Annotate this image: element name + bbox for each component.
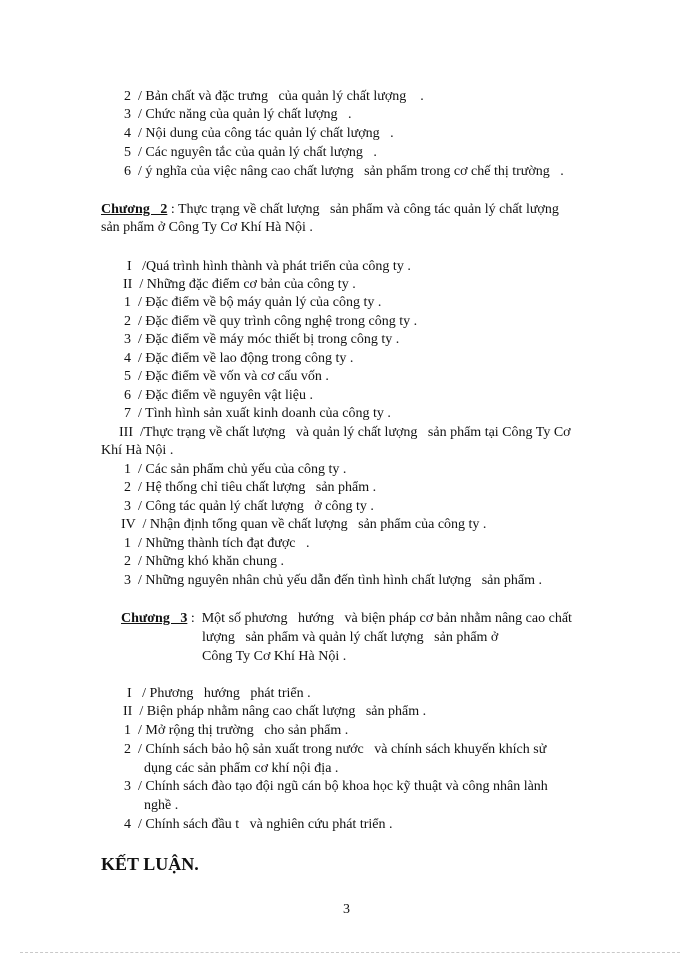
toc-item: 3 / Đặc điểm về máy móc thiết bị trong công ty . — [124, 332, 400, 347]
chapter-3-heading — [121, 610, 572, 628]
chapter-2-title: : Thực trạng về chất lượng sản phẩm và công tác quản lý chất lượng — [167, 202, 559, 217]
toc-item: 1 / Mở rộng thị trường cho sản phẩm . — [124, 723, 349, 738]
toc-item: 1 / Đặc điểm về bộ máy quản lý của công ty . — [124, 295, 382, 310]
toc-item: II / Những đặc điểm cơ bản của công ty . — [123, 277, 356, 292]
chapter-3-title: : Một số phương hướng và biện pháp cơ bản nhằm nâng cao chất — [187, 611, 572, 626]
toc-item: 4 / Chính sách đầu t và nghiên cứu phát triển . — [124, 817, 393, 832]
toc-item: 3 / Những nguyên nhân chủ yếu dẫn đến tình hình chất lượng sản phẩm . — [124, 573, 543, 588]
toc-item: 1 / Những thành tích đạt được . — [124, 536, 310, 551]
toc-item: 3 / Chính sách đào tạo đội ngũ cán bộ khoa học kỹ thuật và công nhân lành — [124, 779, 548, 794]
toc-item: I /Quá trình hình thành và phát triển của công ty . — [127, 259, 411, 274]
chapter-3-title-cont: Công Ty Cơ Khí Hà Nội . — [202, 649, 347, 664]
toc-item: I / Phương hướng phát triển . — [127, 686, 311, 701]
toc-item: 1 / Các sản phẩm chủ yếu của công ty . — [124, 462, 347, 477]
toc-item: 7 / Tình hình sản xuất kinh doanh của công ty . — [124, 406, 391, 421]
toc-item: 2 / Những khó khăn chung . — [124, 554, 285, 569]
chapter-3-label: Chương 3 — [121, 611, 188, 626]
toc-item: Khí Hà Nội . — [101, 443, 174, 458]
page-number: 3 — [343, 902, 350, 917]
chapter-2-label: Chương 2 — [101, 202, 168, 217]
chapter-3-title-cont: lượng sản phẩm và quản lý chất lượng sản phẩm ở — [202, 630, 499, 645]
toc-item: 4 / Đặc điểm về lao động trong công ty . — [124, 351, 354, 366]
toc-item: 6 / Đặc điểm về nguyên vật liệu . — [124, 388, 313, 403]
page-bottom-divider — [20, 952, 680, 953]
toc-item: IV / Nhận định tổng quan về chất lượng sản phẩm của công ty . — [121, 517, 487, 532]
chapter-2-title-cont: sản phẩm ở Công Ty Cơ Khí Hà Nội . — [101, 220, 313, 235]
toc-item: dụng các sản phẩm cơ khí nội địa . — [144, 761, 339, 776]
toc-item: 4 / Nội dung của công tác quản lý chất lượng . — [124, 126, 394, 141]
chapter-2-heading — [101, 201, 559, 219]
toc-item: nghề . — [144, 798, 179, 813]
toc-item: 5 / Đặc điểm về vốn và cơ cấu vốn . — [124, 369, 329, 384]
toc-item: 3 / Công tác quản lý chất lượng ở công ty . — [124, 499, 374, 514]
toc-item: II / Biện pháp nhằm nâng cao chất lượng sản phẩm . — [123, 704, 427, 719]
toc-item: 2 / Hệ thống chỉ tiêu chất lượng sản phẩm . — [124, 480, 377, 495]
conclusion-heading: KẾT LUẬN. — [101, 854, 199, 874]
toc-item: 2 / Chính sách bảo hộ sản xuất trong nước và chính sách khuyến khích sử — [124, 742, 547, 757]
toc-item: 2 / Bản chất và đặc trưng của quản lý chất lượng . — [124, 89, 424, 104]
toc-item: 6 / ý nghĩa của việc nâng cao chất lượng sản phẩm trong cơ chế thị trường . — [124, 164, 564, 179]
toc-item: 2 / Đặc điểm về quy trình công nghệ trong công ty . — [124, 314, 418, 329]
toc-item: 3 / Chức năng của quản lý chất lượng . — [124, 107, 352, 122]
toc-item: 5 / Các nguyên tắc của quản lý chất lượng . — [124, 145, 377, 160]
toc-item: III /Thực trạng về chất lượng và quản lý chất lượng sản phẩm tại Công Ty Cơ — [119, 425, 571, 440]
